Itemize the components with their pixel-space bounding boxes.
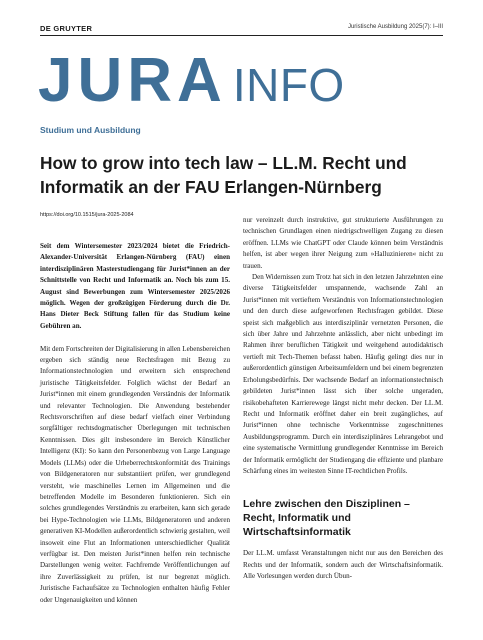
abstract: Seit dem Wintersemester 2023/2024 bietet die Friedrich-Alexander-Universität Erlangen-Nürnberg (FAU) einen interdisziplinären Masterstudiengang für Jurist*innen an der Schnittstelle von Recht und Informatik an. Noch bis zum 15. August sind Bewerbungen zum Wintersemester 2025/2026 möglich. Wegen der großzügigen Förderung durch die Dr. Hans Dieter Beck Stiftung fallen für das Studium keine Gebühren an. [40, 242, 230, 330]
body-paragraph-3: Den Widernissen zum Trotz hat sich in den letzten Jahrzehnten eine diverse Tätigkeitsfelder umspannende, wachsende Zahl an Jurist*innen mit vertieftem Verständnis von Informationstechnologien und den durch diese aufgeworfenen Rechtsfragen gebildet. Diese speist sich maßgeblich aus interdisziplinär vernetzten Personen, die sich über Jahre und Jahrzehnte anlässlich, aber nicht unbedingt im Rahmen ihrer beruflichen Tätigkeit und weitgehend autodidaktisch vertieft mit Tech-Themen befasst haben. Häufig gelingt dies nur in außerordentlich günstigen Arbeitsumfeldern und bei einem begrenzten Erholungsbedürfnis. Der wachsende Bedarf an informationstechnisch gebildeten Jurist*innen lässt sich über solche ungeraden, risikobehafteten Karrierewege längst nicht mehr decken. Der LL.M. Recht und Informatik eröffnet daher ein breit zugängliches, auf Jurist*innen ohne technische Vorkenntnisse zugeschnittenes Ausbildungsprogramm. Durch ein interdisziplinäres Lehrangebot und eine systematische Vermittlung grundlegender Kenntnisse im Bereich der Informatik ermöglicht der Studiengang die effiziente und planbare Schärfung eines im weitesten Sinne IT-rechtlichen Profils. [243, 273, 443, 475]
body-paragraph-4: Der LL.M. umfasst Veranstaltungen nicht nur aus den Bereichen des Rechts und der Informatik, sondern auch der Wirtschaftsinformatik. Alle Vorlesungen werden durch Übun- [243, 549, 443, 581]
body-paragraph-1: Mit dem Fortschreiten der Digitalisierung in allen Lebensbereichen ergeben sich ständig neue Rechtsfragen mit Bezug zu Informationstechnologien und erweitern sich entsprechend juristische Tätigkeitsfelder. Folglich wächst der Bedarf an Jurist*innen mit einem grundlegenden Verständnis der Informatik und relevanter Technologien. Die Anwendung bestehender Rechtsvorschriften auf diese bedarf vielfach einer Verbindung sorgfältiger rechtsdogmatischer Überlegungen mit technischen Kenntnissen. Dies gilt insbesondere im Bereich Künstlicher Intelligenz (KI): So kann den Personenbezug von Large Language Models (LLMs) oder die Urheberrechtskonformität des Trainings von Bildgeneratoren nur substantiiert prüfen, wer grundlegend versteht, wie maschinelles Lernen im Allgemeinen und die betreffenden Modelle im Besonderen funktionieren. Sich ein solches grundlegendes Verständnis zu erarbeiten, kann sich gerade bei Hype-Technologien wie LLMs, Bildgeneratoren und anderen generativen KI-Modellen außerordentlich schwierig gestalten, weil insoweit eine Flut an Informationen unterschiedlicher Qualität verfügbar ist. Den meisten Jurist*innen helfen rein technische Darstellungen wenig weiter. Fachfremde Veröffentlichungen auf ihre Zuverlässigkeit zu prüfen, ist nur begrenzt möglich. Juristische Fachaufsätze zu Technologien enthalten häufig Fehler oder Ungenauigkeiten und können [40, 344, 231, 604]
logo-jura: JURA [38, 46, 227, 115]
right-column [243, 215, 443, 583]
header-rule [40, 35, 443, 36]
logo-info: INFO [232, 59, 345, 111]
body-paragraph-2: nur vereinzelt durch instruktive, gut strukturierte Ausführungen zu technischen Grundlagen einen niedrigschwelligen Zugang zu diesen eröffnen. LLMs wie ChatGPT oder Claude können beim Verständnis helfen, ist aber wegen ihrer Neigung zum »Halluzinieren« nicht zu trauen. [243, 216, 443, 270]
doi-link[interactable]: https://doi.org/10.1515/jura-2025-2084 [40, 212, 134, 218]
jura-info-logo [38, 46, 345, 115]
journal-issue: Juristische Ausbildung 2025(7): I–III [347, 24, 443, 30]
publisher-name: DE GRUYTER [40, 24, 93, 33]
left-column [40, 241, 230, 606]
article-title: How to grow into tech law – LL.M. Recht und Informatik an der FAU Erlangen-Nürnberg [40, 153, 407, 197]
running-header [40, 23, 443, 37]
section-label: Studium und Ausbildung [40, 125, 141, 135]
section-heading: Lehre zwischen den Disziplinen – Recht, Informatik und Wirtschaftsinformatik [243, 498, 410, 539]
